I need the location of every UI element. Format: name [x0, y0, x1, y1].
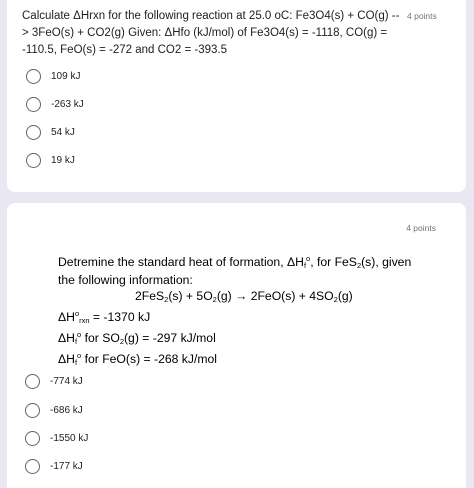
- option-label: -686 kJ: [50, 404, 83, 416]
- text-span: 2FeS: [135, 289, 165, 303]
- question-1-line-1: Calculate ΔHrxn for the following reaction at 25.0 oC: Fe3O4(s) + CO(g) --: [22, 10, 400, 22]
- option-radio[interactable]: [25, 429, 88, 447]
- option-label: 109 kJ: [51, 70, 81, 82]
- superscript: o: [74, 309, 80, 318]
- option-radio[interactable]: [25, 457, 83, 475]
- given-feo: [58, 349, 448, 370]
- option-label: -774 kJ: [50, 375, 83, 387]
- points-badge: 4 points: [406, 223, 436, 233]
- radio-circle-icon[interactable]: [25, 431, 40, 446]
- points-badge: 4 points: [407, 11, 437, 21]
- radio-circle-icon[interactable]: [26, 125, 41, 140]
- subscript: 2: [333, 295, 338, 304]
- text-span: for SO: [81, 331, 120, 345]
- option-radio[interactable]: [26, 67, 80, 85]
- subscript: 2: [356, 261, 362, 270]
- text-span: Detremine the standard heat of formation, ΔH: [58, 255, 304, 269]
- radio-circle-icon[interactable]: [26, 153, 41, 168]
- text-span: (g) = -297 kJ/mol: [124, 331, 216, 345]
- text-span: for FeO(s) = -268 kJ/mol: [81, 352, 218, 366]
- given-rxn: [58, 307, 448, 328]
- superscript: o: [77, 330, 82, 339]
- radio-circle-icon[interactable]: [26, 97, 41, 112]
- subscript: f: [303, 261, 307, 270]
- text-span: (g): [337, 289, 353, 303]
- superscript: o: [306, 254, 311, 263]
- subscript: 2: [164, 295, 169, 304]
- question-1-text: [22, 8, 402, 59]
- subscript: f: [74, 337, 78, 346]
- option-radio[interactable]: [26, 151, 75, 169]
- radio-circle-icon[interactable]: [26, 69, 41, 84]
- option-radio[interactable]: [25, 372, 83, 390]
- option-label: 54 kJ: [51, 126, 75, 138]
- text-span: = -1370 kJ: [89, 310, 151, 324]
- option-radio[interactable]: [26, 123, 75, 141]
- text-span: (s), given: [361, 255, 412, 269]
- given-so2: [58, 328, 448, 349]
- subscript: f: [74, 358, 78, 367]
- question-1-line-3: -110.5, FeO(s) = -272 and CO2 = -393.5: [22, 44, 227, 56]
- text-span: ΔH: [58, 310, 75, 324]
- question-card-1: [7, 0, 466, 192]
- option-label: -177 kJ: [50, 460, 83, 472]
- question-2-image-text: [58, 252, 448, 370]
- text-span: (s) + 5O: [168, 289, 213, 303]
- option-radio[interactable]: [26, 95, 84, 113]
- text-span: , for FeS: [310, 255, 357, 269]
- subscript: 2: [212, 295, 217, 304]
- text-span: ΔH: [58, 331, 75, 345]
- option-label: -1550 kJ: [50, 432, 89, 444]
- subscript: rxn: [79, 316, 90, 325]
- text-span: ΔH: [58, 352, 75, 366]
- text-span: (g) → 2FeO(s) + 4SO: [216, 289, 334, 303]
- question-card-2: [7, 203, 466, 488]
- radio-circle-icon[interactable]: [25, 374, 40, 389]
- question-1-line-2: > 3FeO(s) + CO2(g) Given: ΔHfo (kJ/mol) of Fe3O4(s) = -1118, CO(g) =: [22, 27, 388, 39]
- subscript: 2: [119, 337, 124, 346]
- option-radio[interactable]: [25, 401, 83, 419]
- reaction-equation: [135, 289, 448, 307]
- option-label: -263 kJ: [51, 98, 84, 110]
- radio-circle-icon[interactable]: [25, 403, 40, 418]
- option-label: 19 kJ: [51, 154, 75, 166]
- radio-circle-icon[interactable]: [25, 459, 40, 474]
- question-2-intro: [58, 252, 448, 273]
- question-2-intro-line-2: the following information:: [58, 273, 193, 287]
- superscript: o: [77, 351, 82, 360]
